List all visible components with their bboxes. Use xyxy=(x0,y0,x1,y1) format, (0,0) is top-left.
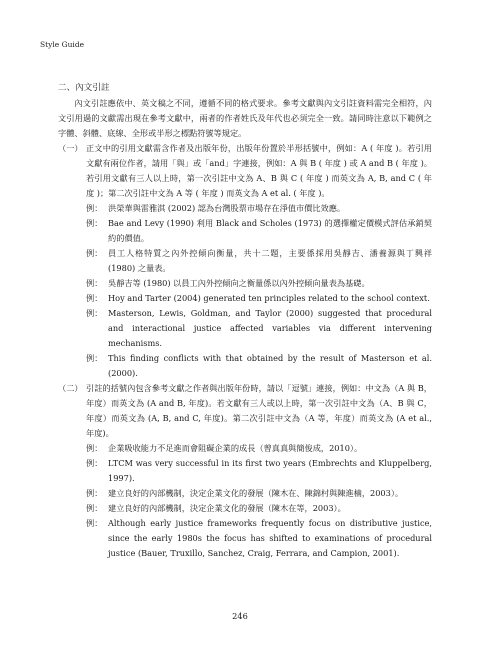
example-label: 例： xyxy=(86,218,103,228)
intro-paragraph: 內文引註應依中、英文稿之不同，遵循不同的格式要求。參考文獻與內文引註資料需完全相符，內文引用過的文獻需出現在參考文獻中，兩者的作者姓氏及年代也必須完全一致。請同時注意以下範例之字體、斜體、底線、全形或半形之標點符號等規定。 xyxy=(58,98,432,138)
example-text: 員工人格特質之內外控傾向衡量，共十二題，主要係採用吳靜吉、潘養源與丁興祥 (1980) 之量表。 xyxy=(108,248,432,273)
rule-text: 正文中的引用文獻需含作者及出版年份，出版年份置於半形括號中，例如：A ( 年度 )。若引用文獻有兩位作者，請用「與」或「and」字連接，例如：A 與 B ( 年度 ) 或 A and B ( 年度 )。若引用文獻有三人以上時，第一次引註中文為 A、B 與 C ( 年度 ) 而英文為 A, B, and C ( 年度 )；第二次引註中文為 A 等 ( 年度 ) 而英文為 A et al. ( 年度 )。 xyxy=(86,143,432,198)
rule-text: 引註的括號內包含參考文獻之作者與出版年份時，請以「逗號」連接，例如：中文為（A 與 B，年度）而英文為 (A and B, 年度)。若文獻有三人或以上時，第一次引註中文為（A、B 與 C，年度）而英文為 (A, B, and C, 年度)。第二次引註中文為（A 等，年度）而英文為 (A et al., 年度)。 xyxy=(86,383,432,438)
example-line xyxy=(86,291,432,306)
example-line xyxy=(86,441,432,456)
example-text: Hoy and Tarter (2004) generated ten principles related to the school context. xyxy=(108,293,430,303)
example-text: 吳靜吉等 (1980) 以員工內外控傾向之衡量係以內外控傾向量表為基礎。 xyxy=(108,278,370,288)
citation-rule-1 xyxy=(58,141,432,381)
section-title: 二、內文引註 xyxy=(58,83,110,93)
example-line xyxy=(86,201,432,216)
example-line xyxy=(86,351,432,381)
example-text: Bae and Levy (1990) 利用 Black and Scholes (1973) 的選擇權定價模式評估承銷契約的價值。 xyxy=(108,218,432,243)
example-line xyxy=(86,246,432,276)
example-text: Masterson, Lewis, Goldman, and Taylor (2000) suggested that procedural and interactional justice affected variables via different intervening mechanisms. xyxy=(108,308,432,348)
example-text: LTCM was very successful in its first two years (Embrechts and Kluppelberg, 1997). xyxy=(108,458,432,483)
example-label: 例： xyxy=(86,503,103,513)
example-line xyxy=(86,306,432,351)
example-text: 建立良好的內部機制，決定企業文化的發展（陳木在等，2003）。 xyxy=(108,503,346,513)
example-label: 例： xyxy=(86,458,103,468)
example-line xyxy=(86,501,432,516)
example-text: 企業吸收能力不足進而會阻礙企業的成長（曾真真與簡俊成，2010）。 xyxy=(108,443,363,453)
running-header: Style Guide xyxy=(40,40,85,49)
example-text: This finding conflicts with that obtained by the result of Masterson et al. (2000). xyxy=(108,353,432,378)
example-line xyxy=(86,516,432,561)
example-line xyxy=(86,216,432,246)
example-label: 例： xyxy=(86,203,103,213)
example-label: 例： xyxy=(86,518,103,528)
example-line xyxy=(86,276,432,291)
item-marker: （一） xyxy=(58,143,83,153)
example-label: 例： xyxy=(86,293,103,303)
example-label: 例： xyxy=(86,278,103,288)
citation-rule-2 xyxy=(58,381,432,561)
page-number: 246 xyxy=(232,611,248,621)
item-marker: （二） xyxy=(58,383,83,393)
example-label: 例： xyxy=(86,308,103,318)
example-label: 例： xyxy=(86,353,103,363)
document-body xyxy=(58,81,432,561)
rule-item xyxy=(58,141,432,201)
rule-item xyxy=(58,381,432,441)
example-line xyxy=(86,486,432,501)
example-text: Although early justice frameworks frequently focus on distributive justice, since the early 1980s the focus has shifted to examinations of procedural justice (Bauer, Truxillo, Sanchez, Craig, Ferrara, and Campion, 2001). xyxy=(108,518,432,558)
example-label: 例： xyxy=(86,443,103,453)
example-text: 建立良好的內部機制，決定企業文化的發展（陳木在、陳錦村與陳進楠，2003）。 xyxy=(108,488,404,498)
example-label: 例： xyxy=(86,488,103,498)
example-line xyxy=(86,456,432,486)
example-label: 例： xyxy=(86,248,103,258)
example-text: 洪榮華與雷雅淇 (2002) 認為台灣股票市場存在淨值市價比效應。 xyxy=(108,203,346,213)
